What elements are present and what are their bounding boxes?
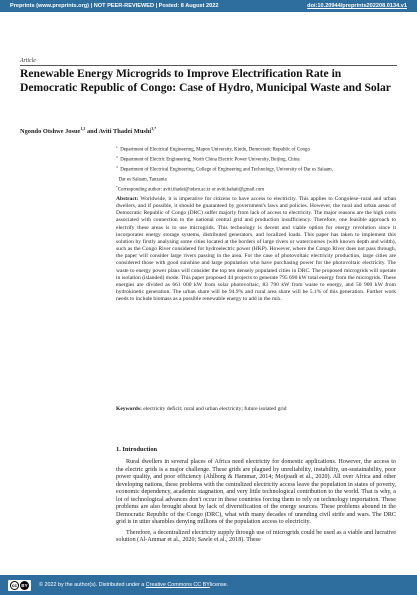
author-name-2: Aviti Thadei Mushi [98, 128, 152, 136]
introduction-paragraph: Rural dwellers in several places of Africa need electricity for domestic applications. However, the access to the electric grids is a major challenge. These grids are plagued by unreliability, instability, un-sustainability, poor power quality, and poor efficiency (Ahlborg & Hammar, 2014; Motjoadi et al., 2020). All over Africa and other developing nations, these problems with the centralized electricity access leave the population in states of poverty, economic dependency, academic stagnation, and very little technological contribution to the world. That is why, a lot of technological advances don't occur in these countries forcing them to rely on technology importation. These problems are also brought about by lack of diversification of the energy sources. These problems abound in the Democratic Republic of the Congo (DRC), what with many decades of unending civil strife and wars. The DRC grid is in utter shambles denying millions of the population access to electricity. [116, 459, 396, 526]
affiliation-line: $^1$ Department of Electrical Engineering, Mapon University, Kindu, Democratic Republic of Congo [116, 145, 310, 153]
license-text-suffix: license. [209, 582, 229, 588]
license-footer-bar [0, 575, 417, 595]
paper-title: Renewable Energy Microgrids to Improve Electrification Rate in Democratic Republic of Congo: Case of Hydro, Municipal Waste and Solar [20, 67, 391, 95]
creative-commons-icon: cc [11, 582, 18, 588]
section-heading-introduction: 1. Introduction [116, 446, 158, 453]
author-2-affiliation-marks: 3,* [151, 126, 157, 131]
corresponding-author-line: *Corresponding author: aviti.thadei@udsm.ac.tz or aviti.bahati@gmail.com [116, 184, 265, 193]
keywords-text: electricity deficit; rural and urban electricity; future isolated grid [141, 406, 287, 412]
article-type-label: Article [20, 58, 36, 64]
abstract [116, 196, 396, 303]
author-line [20, 126, 156, 135]
doi-link[interactable]: doi:10.20944/preprints202208.0134.v1 [307, 3, 407, 9]
introduction-body [116, 459, 396, 548]
attribution-icon: BY [21, 582, 28, 588]
keywords-label: Keywords: [116, 406, 142, 412]
author-1-affiliation-marks: 1,2 [80, 126, 86, 131]
abstract-text: Worldwide, it is imperative for citizens to have access to electricity. This applies to Congolese–rural and urban dwellers, and if possible, it should be guaranteed by government's laws and policies. However, the rural and urban areas of Democratic Republic of Congo (DRC) suffer majorly from lack of access to electricity. The major reasons are the high costs associated with connection to the national central grid and production insufficiency. Therefore, one feasible approach to electrify these areas is to use microgrids. This technology is decent and viable option for energy revolution since it incorporates energy storage systems, distributed generators, and localized loads. This paper has taken to implement this solution by firstly analysing some cities located at the borders of large rivers or watercourses (with known depth and width), such as the Congo River considered for hydroelectric power (HKP). However, where the Congo River does not pass through, the paper will consider large rivers passing in the area. For the case of photovoltaic electricity production, large cities are considered those with good sunshine and large population who have purchasing power for the photovoltaic electricity. The waste to energy power plans will consider the top ten densely populated cities in DRC. The proposed microgrids will operate in isolation (islanded) mode. This paper proposed 44 projects to generate 795 690 kW total energy from the microgrids. These energies are divided as 661 000 kW from solar photovoltaic, 83 790 kW from waste to energy, and 50 900 kW from hydrokinetic generation. The urban share will be 94.9% and rural area share will be 5.1% of this generation. Further work needs to include biomass as a possible renewable energy to add in the mix. [116, 196, 396, 303]
affiliation-line: $^3$ Department of Electrical Engineering, College of Engineering and Technology, University of Dar es Salaam, [116, 164, 333, 173]
title-top-rule [20, 65, 397, 66]
preprint-header-bar [0, 0, 417, 12]
abstract-label: Abstract: [116, 196, 139, 202]
affiliation-line: $^2$ Department of Electric Engineering, North China Electric Power University, Beijing, China [116, 154, 300, 163]
preprint-header-info: Preprints (www.preprints.org) | NOT PEER-REVIEWED | Posted: 8 August 2022 [10, 3, 219, 9]
author-name-1: Ngondo Otshwe Josue [20, 128, 81, 136]
affiliations-block [116, 144, 396, 194]
license-text-prefix: © 2022 by the author(s). Distributed under a [39, 582, 145, 588]
introduction-paragraph: Therefore, a decentralized electricity supply through use of microgrids could be used as a viable and lucrative solution (Al-Ammar et al., 2020; Sawle et al., 2018). These [116, 529, 396, 544]
keywords [116, 406, 396, 413]
cc-by-license-badge[interactable] [8, 580, 31, 591]
affiliation-line: Dar es Salaam, Tanzania [118, 177, 167, 183]
author-conjunction: and [85, 128, 99, 136]
license-link[interactable]: Creative Commons CC BY [145, 582, 210, 588]
